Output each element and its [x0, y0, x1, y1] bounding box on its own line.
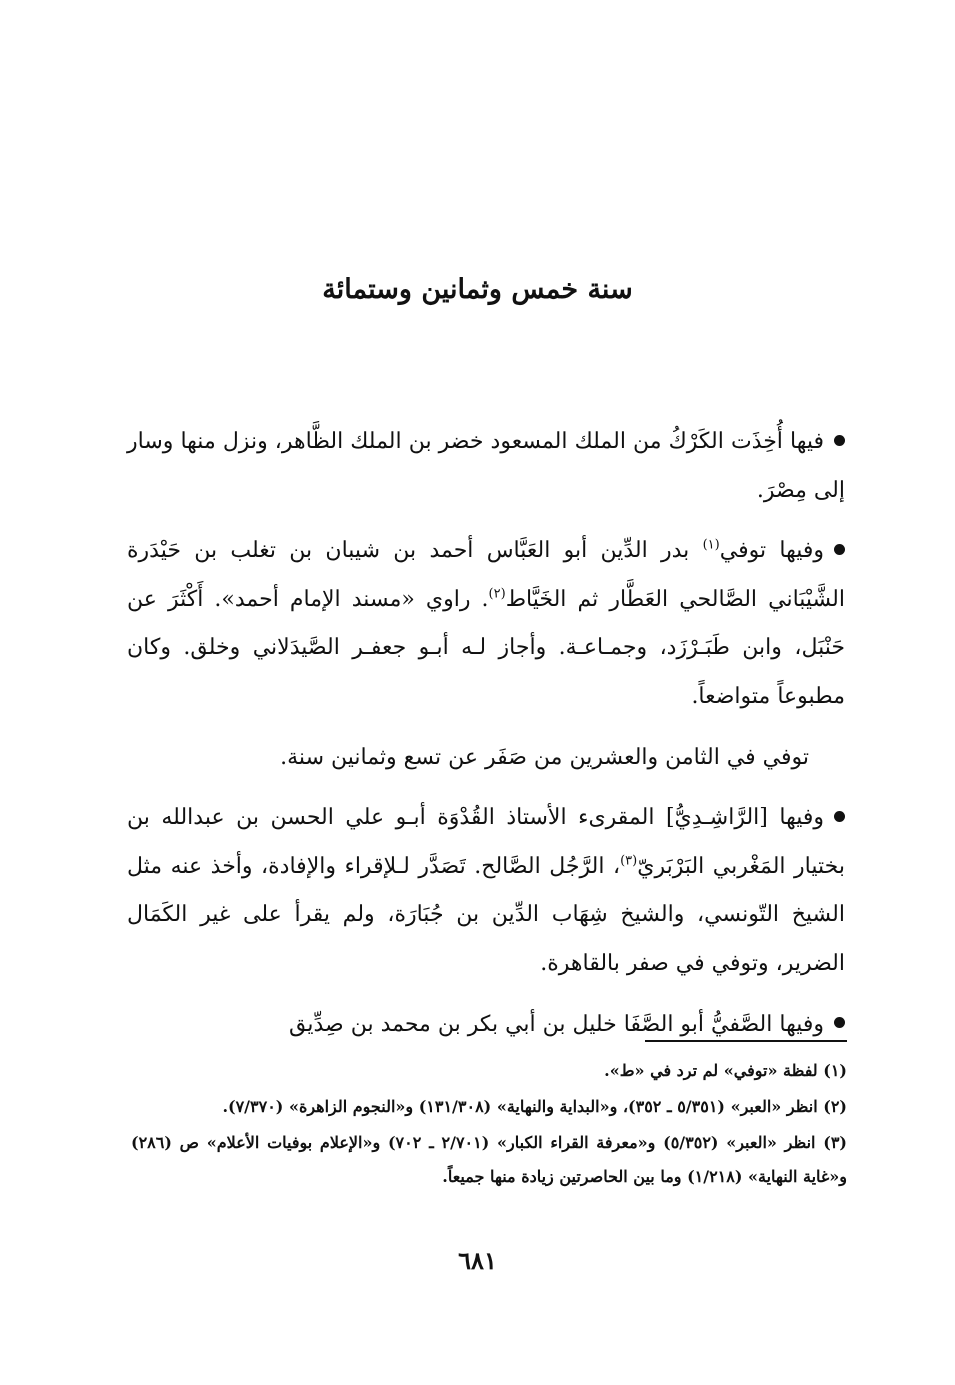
footnote-1: (١) لفظة «توفي» لم ترد في «ط». — [604, 1061, 847, 1080]
bullet-icon — [834, 435, 845, 446]
paragraph-2 — [127, 527, 845, 721]
paragraph-3 — [127, 734, 845, 783]
footnote-3: (٣) انظر «العبر» (٥/٣٥٢) و«معرفة القراء الكبار» (٢/٧٠١ ـ ٧٠٢) و«الإعلام بوفيات الأعلام» ص (٢٨٦) و«غاية النهاية» (١/٢١٨) وما بين الحاصرتين زيادة منها جميعاً. — [131, 1133, 847, 1186]
paragraph-3-text: توفي في الثامن والعشرين من صَفَر عن تسع وثمانين سنة. — [280, 744, 809, 770]
footnote-ref-2: (٢) — [488, 586, 506, 602]
paragraph-1-text: فيها أُخِذَت الكَرْكُ من الملك المسعود خضر بن الملك الظَّاهر، ونزل منها وسار إلى مِصْرَ. — [127, 429, 845, 503]
main-text — [127, 418, 845, 1049]
paragraph-2-text-b: بدر الدِّين أبو العَبَّاس أحمد بن شيبان بن تغلب بن حَيْدَرة الشَّيْبَاني الصَّالحي العَطَّار ثم الخَيَّاط — [127, 538, 845, 612]
paragraph-1 — [127, 418, 845, 515]
footnote-ref-1: (١) — [702, 537, 720, 553]
paragraph-4-text-b: ، الرَّجُل الصَّالح. تَصَدَّر لـلإقراء والإفادة، وأخذ عنه مثل الشيخ التّونسي، والشيخ شِهَاب الدِّين بن جُبَارَة، ولم يقرأ على غير الكَمَال الضرير، وتوفي في صفر بالقاهرة. — [127, 853, 845, 976]
paragraph-2-text-c: . راوي «مسند الإمام أحمد». أَكْثَرَ عن حَنْبَل، وابن طَبَـرْزَد، وجمـاعـة. وأجاز لـه أبـو جعفـر الصَّيدَلاني وخلق. وكان مطبوعاً متواضعاً. — [127, 586, 845, 709]
footnotes — [131, 1054, 847, 1196]
footnote-ref-3: (٣) — [620, 853, 638, 869]
paragraph-5-text: وفيها الصَّفيُّ أبو الصَّفَا خليل بن أبي بكر بن محمد بن صِدِّيق — [289, 1011, 824, 1037]
bullet-icon — [834, 544, 845, 555]
bullet-icon — [834, 1017, 845, 1028]
bullet-icon — [834, 811, 845, 822]
paragraph-4-text-a: وفيها [الرَّاشِـدِيُّ] المقرىء الأستاذ القُدْوَة أبـو علي الحسن بن عبدالله بن بختيار المَغْربي البَرْبَريّ — [127, 805, 845, 879]
paragraph-2-text-a: وفيها توفي — [719, 538, 824, 564]
footnote-2: (٢) انظر «العبر» (٥/٣٥١ ـ ٣٥٢)، و«البداية والنهاية» (١٣١/٣٠٨) و«النجوم الزاهرة» (٧/٣٧٠). — [222, 1097, 847, 1116]
footnote-divider — [645, 1040, 847, 1042]
page-number: ٦٨١ — [458, 1246, 497, 1275]
paragraph-4 — [127, 794, 845, 988]
page-title: سنة خمس وثمانين وستمائة — [322, 274, 633, 305]
